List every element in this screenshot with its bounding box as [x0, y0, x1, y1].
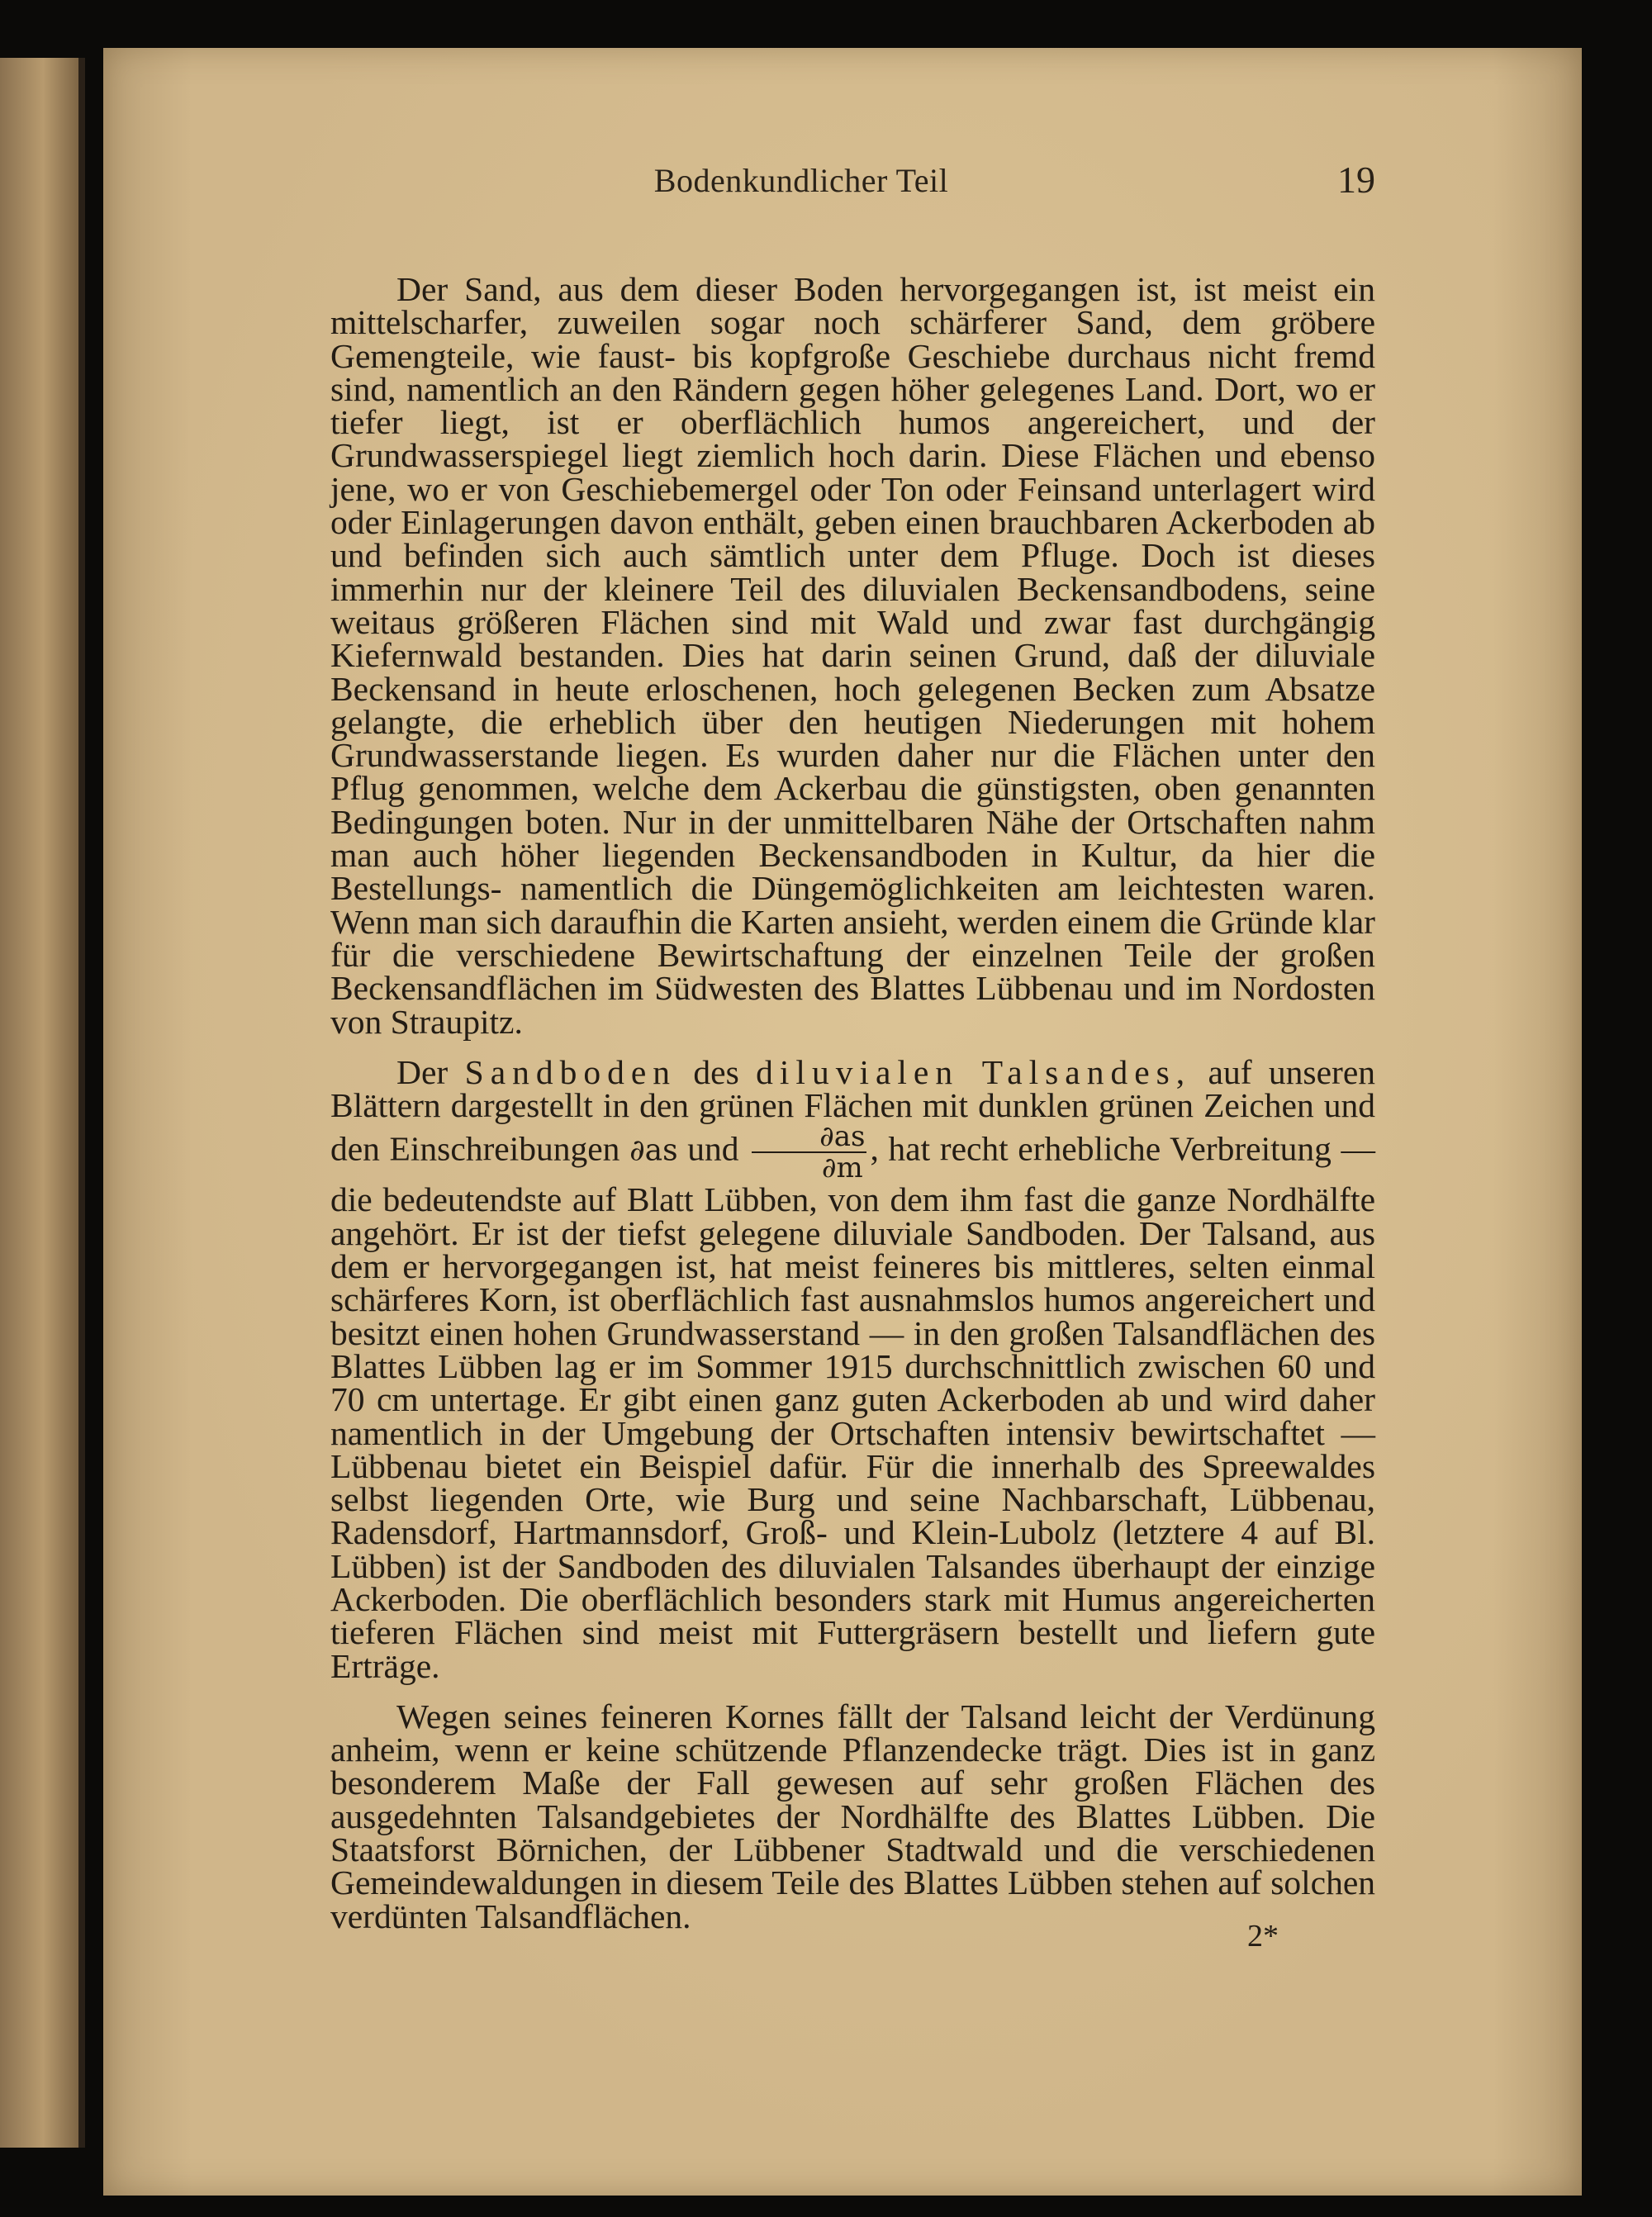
paragraph-2-des: des	[693, 1052, 739, 1091]
page-header	[227, 161, 1375, 219]
paragraph-2-text-b: , hat recht erhebliche Verbreitung — die bedeutendste auf Blatt Lübben, von dem ihm fast die ganze Nordhälfte angehört. Er ist der tiefst gelegene diluviale Sandboden. Der Talsand, aus dem er hervorgegangen ist, hat meist feineres bis mittleres, selten einmal schärferes Korn, ist oberflächlich fast ausnahmslos humos angereichert und besitzt einen hohen Grundwasserstand — in den großen Talsandflächen des Blattes Lübben lag er im Sommer 1915 durchschnittlich zwischen 60 und 70 cm untertage. Er gibt einen ganz guten Ackerboden ab und wird daher namentlich in der Umgebung der Ortschaften intensiv bewirtschaftet — Lübbenau bietet ein Beispiel dafür. Für die innerhalb des Spreewaldes selbst liegenden Orte, wie Burg und seine Nachbarschaft, Lübbenau, Radensdorf, Hartmannsdorf, Groß- und Klein-Lubolz (letztere 4 auf Bl. Lübben) ist der Sandboden des diluvialen Talsandes überhaupt der einzige Ackerboden. Die oberflächlich besonders stark mit Humus angereicherten tieferen Flächen sind meist mit Futtergräsern bestellt und liefern gute Erträge.	[330, 1129, 1376, 1685]
page-number: 19	[1337, 159, 1375, 201]
map-symbol-fraction	[752, 1122, 866, 1183]
body-text	[330, 270, 1376, 1935]
fraction-numerator: ∂as	[752, 1122, 866, 1153]
running-title: Bodenkundlicher Teil	[653, 162, 949, 199]
fraction-denominator: ∂m	[821, 1151, 863, 1185]
paragraph-3: Wegen seines feineren Kornes fällt der Talsand leicht der Verdünung anheim, wenn er keine schützende Pflanzendecke trägt. Dies ist in ganz besonderem Maße der Fall gewesen auf sehr großen Flächen des ausgedehnten Talsandgebietes der Nordhälfte des Blattes Lübben. Die Staatsforst Börnichen, der Lübbener Stadtwald und die verschiedenen Gemeindewaldungen in diesem Teile des Blattes Lübben stehen auf solchen verdünten Talsandflächen.	[330, 1697, 1375, 1935]
spaced-term-talsand: diluvialen Talsandes,	[756, 1052, 1192, 1091]
paragraph-2-text-a: auf unseren Blättern dargestellt in den grünen Flächen mit dunklen grünen Zeichen und den Einschreibungen	[330, 1052, 1375, 1168]
previous-page-edge	[0, 58, 85, 2148]
paragraph-2-und: und	[687, 1129, 739, 1168]
paragraph-1: Der Sand, aus dem dieser Boden hervorgegangen ist, ist meist ein mittelscharfer, zuweilen sogar noch schärferer Sand, dem gröbere Gemengteile, wie faust- bis kopfgroße Geschiebe durchaus nicht fremd sind, namentlich an den Rändern gegen höher gelegenes Land. Dort, wo er tiefer liegt, ist er oberflächlich humos angereichert, und der Grundwasserspiegel liegt ziemlich hoch darin. Diese Flächen und ebenso jene, wo er von Geschiebemergel oder Ton oder Feinsand unterlagert wird oder Einlagerungen davon enthält, geben einen brauchbaren Ackerboden ab und befinden sich auch sämtlich unter dem Pfluge. Doch ist dieses immerhin nur der kleinere Teil des diluvialen Beckensandbodens, seine weitaus größeren Flächen sind mit Wald und zwar fast durchgängig Kiefernwald bestanden. Dies hat darin seinen Grund, daß der diluviale Beckensand in heute erloschenen, hoch gelegenen Becken zum Absatze gelangte, die erheblich über den heutigen Niederungen mit hohem Grundwasserstande liegen. Es wurden daher nur die Flächen unter den Pflug genommen, welche dem Ackerbau die günstigsten, oben genannten Bedingungen boten. Nur in der unmittelbaren Nähe der Ortschaften nahm man auch höher liegenden Beckensandboden in Kultur, da hier die Bestellungs- namentlich die Düngemöglichkeiten am leichtesten waren. Wenn man sich daraufhin die Karten ansieht, werden einem die Gründe klar für die verschiedene Bewirtschaftung der einzelnen Teile der großen Beckensandflächen im Südwesten des Blattes Lübbenau und im Nordosten von Straupitz.	[330, 270, 1375, 1041]
map-symbol-as: ∂as	[629, 1133, 678, 1168]
signature-mark: 2*	[1247, 1919, 1279, 1954]
paragraph-2-lead: Der	[396, 1052, 449, 1091]
spaced-term-sandboden: Sandboden	[464, 1052, 677, 1091]
paragraph-2	[330, 1052, 1376, 1685]
